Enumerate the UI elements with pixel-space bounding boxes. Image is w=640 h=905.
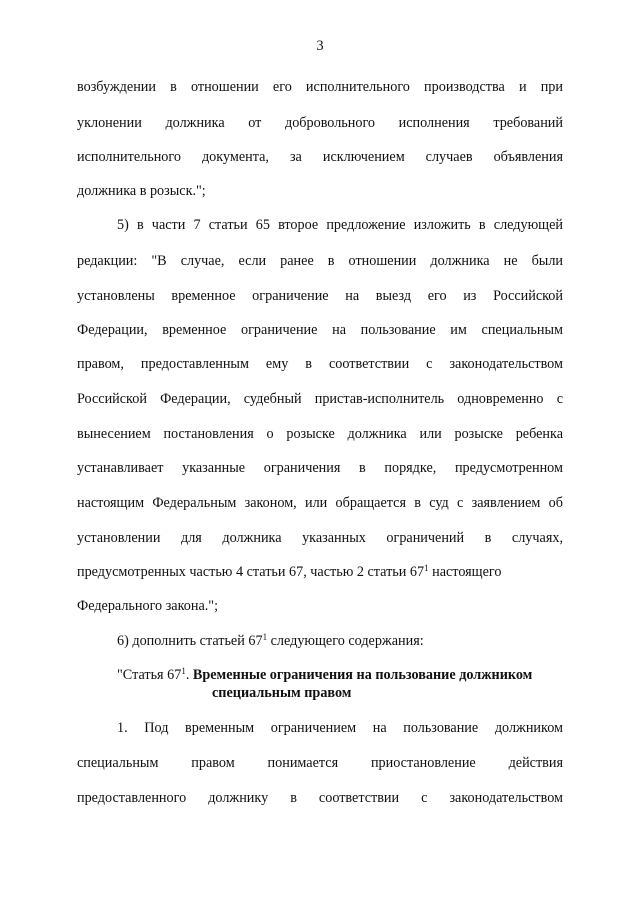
- text-line: правом, предоставленным ему в соответствии с законодательством: [77, 356, 563, 372]
- text-segment: настоящего: [428, 564, 502, 580]
- text-line: [77, 564, 563, 581]
- text-line: специальным правом понимается приостановление действия: [77, 755, 563, 771]
- article-title: Временные ограничения на пользование должником: [192, 667, 533, 683]
- text-line: Федерального закона.";: [77, 598, 219, 614]
- text-line: редакции: "В случае, если ранее в отношении должника не были: [77, 253, 563, 269]
- page-number: 3: [316, 38, 324, 54]
- text-segment: следующего содержания:: [267, 633, 424, 649]
- article-prefix: "Статья 67: [117, 667, 182, 683]
- text-line: установлении для должника указанных ограничений в случаях,: [77, 530, 563, 546]
- text-line: 5) в части 7 статьи 65 второе предложение изложить в следующей: [117, 217, 563, 233]
- article-heading: [117, 667, 532, 684]
- article-dot: .: [185, 667, 193, 683]
- text-line: предоставленного должнику в соответствии с законодательством: [77, 790, 563, 806]
- text-line: исполнительного документа, за исключением случаев объявления: [77, 149, 563, 165]
- superscript: 1: [181, 666, 186, 676]
- text-line: Российской Федерации, судебный пристав-исполнитель одновременно с: [77, 391, 563, 407]
- text-segment: предусмотренных частью 4 статьи 67, частью 2 статьи 67: [77, 564, 425, 580]
- text-line: вынесением постановления о розыске должника или розыске ребенка: [77, 426, 563, 442]
- superscript: 1: [424, 563, 429, 573]
- text-line: 1. Под временным ограничением на пользование должником: [117, 720, 563, 736]
- text-segment: 6) дополнить статьей 67: [117, 633, 263, 649]
- text-line: установлены временное ограничение на выезд его из Российской: [77, 288, 563, 304]
- text-line: уклонении должника от добровольного исполнения требований: [77, 115, 563, 131]
- text-line: настоящим Федеральным законом, или обращается в суд с заявлением об: [77, 495, 563, 511]
- text-line: устанавливает указанные ограничения в порядке, предусмотренном: [77, 460, 563, 476]
- text-line: должника в розыск.";: [77, 183, 206, 199]
- text-line: [117, 633, 563, 650]
- superscript: 1: [262, 632, 268, 642]
- text-line: возбуждении в отношении его исполнительного производства и при: [77, 79, 563, 95]
- text-line: Федерации, временное ограничение на пользование им специальным: [77, 322, 563, 338]
- article-title-continued: специальным правом: [212, 685, 352, 701]
